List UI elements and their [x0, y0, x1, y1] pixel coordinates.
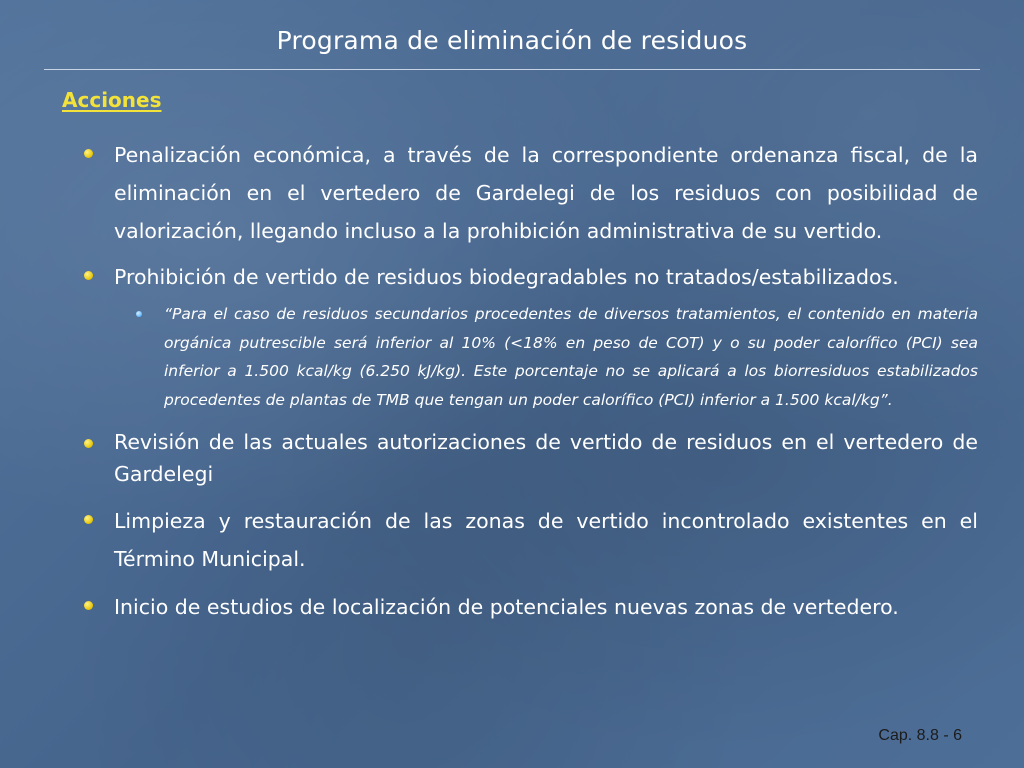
blue-dot-icon	[136, 311, 142, 317]
bullet-text-5: Inicio de estudios de localización de potenciales nuevas zonas de vertedero.	[114, 595, 899, 619]
yellow-dot-icon	[84, 271, 93, 280]
yellow-dot-icon	[84, 601, 93, 610]
bullet-text-1: Penalización económica, a través de la correspondiente ordenanza fiscal, de la eliminación en el vertedero de Gardelegi de los residuos con posibilidad de valorización, llegando incluso a la prohibición administrativa de su vertido.	[114, 143, 978, 243]
yellow-dot-icon	[84, 149, 93, 158]
section-heading: Acciones	[62, 88, 162, 112]
yellow-dot-icon	[84, 439, 93, 448]
yellow-dot-icon	[84, 515, 93, 524]
bullet-text-3: Revisión de las actuales autorizaciones de vertido de residuos en el vertedero de Gardelegi	[114, 430, 978, 486]
bullet-item-4	[80, 502, 978, 578]
bullet-list	[80, 136, 978, 636]
bullet-item-2	[80, 258, 978, 296]
page-number: Cap. 8.8 - 6	[878, 727, 962, 744]
title-divider	[44, 69, 980, 70]
sub-bullet-quote	[164, 300, 978, 414]
bullet-item-1	[80, 136, 978, 250]
bullet-item-3	[80, 426, 978, 490]
quote-text: “Para el caso de residuos secundarios procedentes de diversos tratamientos, el contenido en materia orgánica putrescible será inferior al 10% (<18% en peso de COT) y o su poder calorífico (PCI) sea inferior a 1.500 kcal/kg (6.250 kJ/kg). Este porcentaje no se aplicará a los biorresiduos estabilizados procedentes de plantas de TMB que tengan un poder calorífico (PCI) inferior a 1.500 kcal/kg”.	[164, 305, 978, 409]
bullet-text-2: Prohibición de vertido de residuos biodegradables no tratados/estabilizados.	[114, 265, 899, 289]
bullet-text-4: Limpieza y restauración de las zonas de vertido incontrolado existentes en el Término Municipal.	[114, 509, 978, 571]
slide-title: Programa de eliminación de residuos	[276, 26, 748, 55]
bullet-item-5	[80, 588, 978, 626]
